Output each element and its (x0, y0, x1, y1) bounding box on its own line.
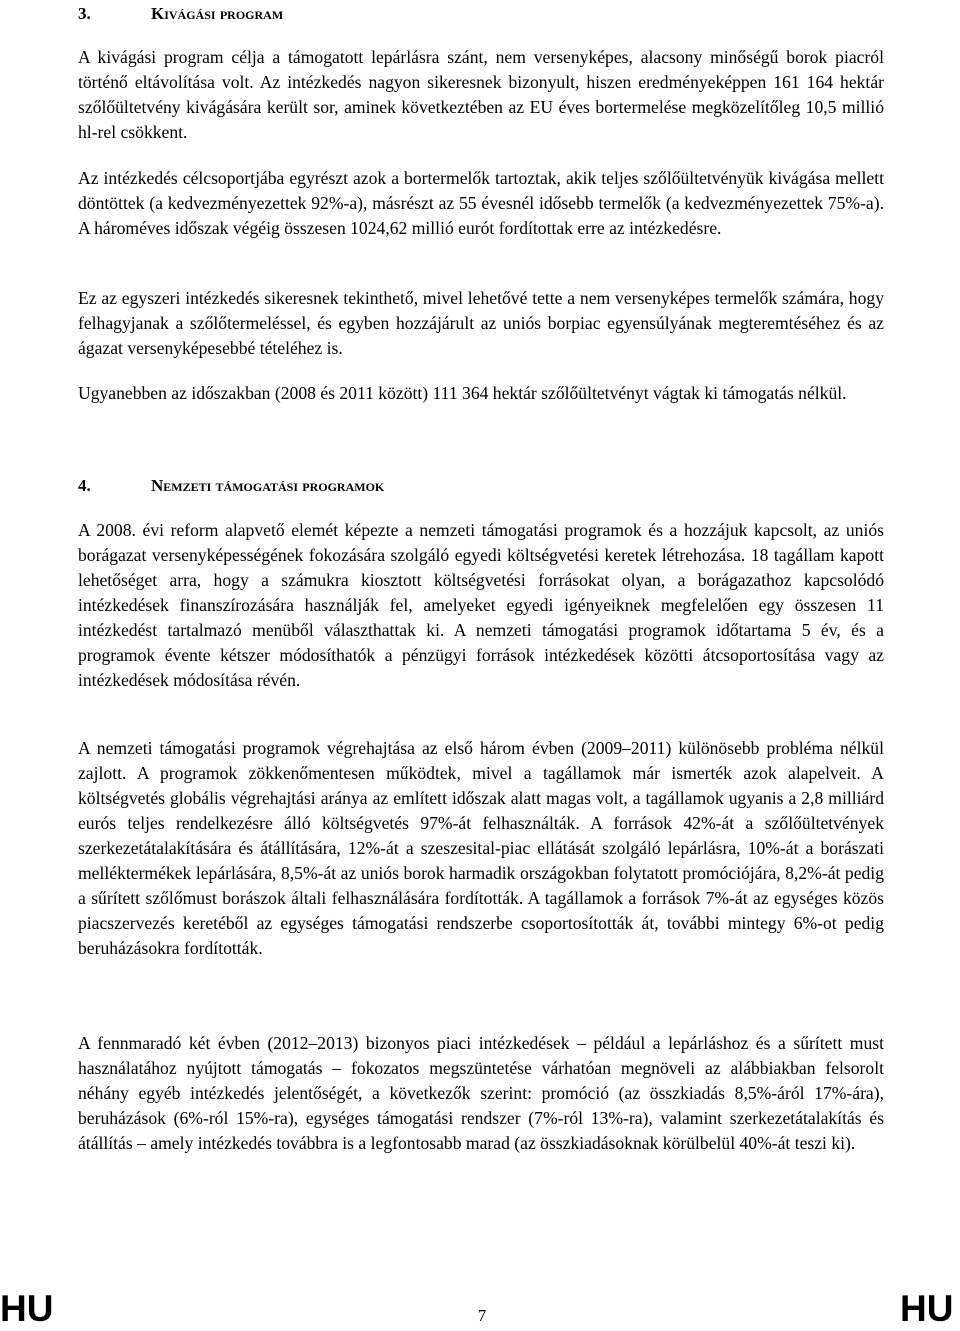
section-4-title: Nemzeti támogatási programok (151, 476, 385, 495)
section-3-title: Kivágási program (151, 4, 284, 23)
section-4-number: 4. (78, 476, 91, 495)
footer-right-hu: HU (900, 1288, 954, 1329)
section-4-paragraph-3: A fennmaradó két évben (2012–2013) bizonyos piaci intézkedések – például a lepárláshoz és a sűrített must használatához nyújtott támogatás – fokozatos megszüntetése várhatóan megnöveli az alábbiakban felsorolt néhány egyéb intézkedés jelentőségét, a következők szerint: promóció (az összkiadás 8,5%-áról 17%-ára), beruházások (6%-ról 15%-ra), egységes támogatási rendszer (7%-ról 13%-ra), valamint szerkezetátalakítás és átállítás – amely intézkedés továbbra is a legfontosabb marad (az összkiadásoknak körülbelül 40%-át teszi ki). (78, 1033, 884, 1153)
section-4-heading (78, 476, 384, 496)
section-3-paragraph-1: A kivágási program célja a támogatott lepárlásra szánt, nem versenyképes, alacsony minőségű borok piacról történő eltávolítása volt. Az intézkedés nagyon sikeresnek bizonyult, hiszen eredményeképpen 161 164 hektár szőlőültetvény kivágására került sor, aminek következtében az EU éves bortermelése megközelítőleg 10,5 millió hl-rel csökkent. (78, 47, 884, 142)
footer-left-hu: HU (0, 1288, 54, 1329)
section-3-paragraph-4: Ugyanebben az időszakban (2008 és 2011 között) 111 364 hektár szőlőültetvényt vágtak ki támogatás nélkül. (78, 383, 847, 403)
section-3-number: 3. (78, 4, 91, 23)
section-3-paragraph-2: Az intézkedés célcsoportjába egyrészt azok a bortermelők tartoztak, akik teljes szőlőültetvényük kivágása mellett döntöttek (a kedvezményezettek 92%-a), másrészt az 55 évesnél idősebb termelők (a kedvezményezettek 75%-a). A hároméves időszak végéig összesen 1024,62 millió eurót fordítottak erre az intézkedésre. (78, 168, 884, 238)
section-4-paragraph-2: A nemzeti támogatási programok végrehajtása az első három évben (2009–2011) különösebb probléma nélkül zajlott. A programok zökkenőmentesen működtek, mivel a tagállamok már ismerték azok alapelveit. A költségvetés globális végrehajtási aránya az említett időszak alatt magas volt, a tagállamok ugyanis a 2,8 milliárd eurós teljes rendelkezésre álló költségvetés 97%-át felhasználták. A források 42%-át a szőlőültetvények szerkezetátalakítására és átállítására, 12%-át a szeszesital-piac ellátását szolgáló lepárlásra, 10%-át a borászati melléktermékek lepárlására, 8,5%-át az uniós borok harmadik országokban folytatott promóciójára, 8,2%-át pedig a sűrített szőlőmust borászok általi felhasználására fordították. A tagállamok a források 7%-át az egységes közös piacszervezés keretéből az egységes támogatási rendszerbe csoportosították át, további mintegy 6%-ot pedig beruházásokra fordították. (78, 738, 884, 958)
page-number: 7 (477, 1306, 487, 1325)
section-4-paragraph-1: A 2008. évi reform alapvető elemét képezte a nemzeti támogatási programok és a hozzájuk kapcsolt, az uniós borágazat versenyképességének fokozására szolgáló egyedi költségvetési keretek létrehozása. 18 tagállam kapott lehetőséget arra, hogy a számukra kiosztott költségvetési forrásokat olyan, a borágazathoz kapcsolódó intézkedések finanszírozására használják fel, amelyeket egyedi igényeiknek megfelelően egy összesen 11 intézkedést tartalmazó menüből választhattak ki. A nemzeti támogatási programok időtartama 5 év, és a programok évente kétszer módosíthatók a pénzügyi források intézkedések közötti átcsoportosítása vagy az intézkedések módosítása révén. (78, 520, 884, 690)
section-3-heading (78, 4, 283, 24)
section-3-paragraph-3: Ez az egyszeri intézkedés sikeresnek tekinthető, mivel lehetővé tette a nem versenyképes termelők számára, hogy felhagyjanak a szőlőtermeléssel, és egyben hozzájárult az uniós borpiac egyensúlyának megteremtéséhez és az ágazat versenyképesebbé tételéhez is. (78, 288, 884, 358)
